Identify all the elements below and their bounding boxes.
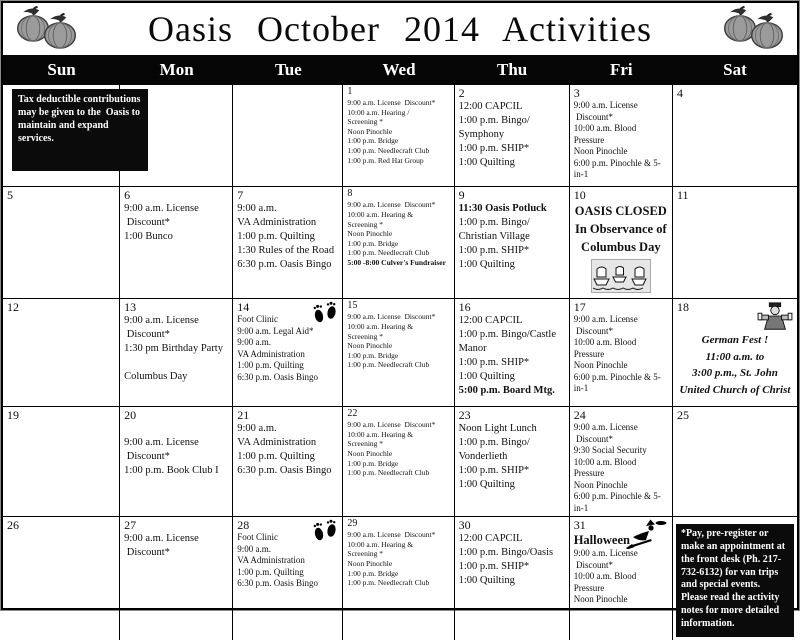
date-number: 8 xyxy=(347,188,353,200)
event-line: 10:00 a.m. Hearing / xyxy=(347,107,410,117)
day-cell-16 xyxy=(455,299,570,407)
event-list xyxy=(233,422,342,478)
event-line: 1:00 Quilting xyxy=(458,259,515,271)
event-list xyxy=(455,532,569,588)
event-line xyxy=(124,422,230,436)
event-line: Symphony xyxy=(458,129,505,140)
event-line: Vonderlieth xyxy=(458,451,508,463)
event-line: Pressure xyxy=(573,468,605,479)
event-list xyxy=(570,100,672,181)
date-number: 21 xyxy=(237,408,250,423)
event-line: 9:00 a.m. Legal Aid* xyxy=(237,325,314,336)
event-line: 10:00 a.m. Blood xyxy=(573,337,637,348)
event-list xyxy=(120,314,232,384)
day-header-mon: Mon xyxy=(159,60,194,79)
event-line: 6:30 p.m. Oasis Bingo xyxy=(237,259,332,271)
day-cell-5 xyxy=(3,187,120,299)
event-list xyxy=(570,314,672,395)
event-line: 1:00 p.m. SHIP* xyxy=(458,245,530,257)
event-line: 1:00 p.m. Quilting xyxy=(237,231,315,243)
date-number: 25 xyxy=(676,408,689,423)
day-header-thu: Thu xyxy=(497,60,528,79)
date-number: 19 xyxy=(7,408,19,423)
day-cell-26 xyxy=(3,517,120,640)
event-line: 1:00 p.m. Needlecraft Club xyxy=(347,248,430,258)
date-number: 16 xyxy=(458,300,471,315)
event-line: 1:00 p.m. Quilting xyxy=(237,451,315,463)
event-line: 1:00 Quilting xyxy=(458,479,515,491)
date-number: 22 xyxy=(347,408,358,420)
event-line: United Church of Christ xyxy=(679,383,791,396)
event-line: German Fest ! xyxy=(701,334,769,347)
event-line: Foot Clinic xyxy=(237,532,279,543)
day-cell-2 xyxy=(455,85,570,187)
event-line: 9:00 a.m. License Discount* xyxy=(347,98,436,107)
event-list xyxy=(455,100,569,170)
event-line: 9:00 a.m. License Discount* xyxy=(347,530,436,540)
event-line: 1:00 p.m. Bridge xyxy=(347,568,399,578)
day-cell-11 xyxy=(673,187,797,299)
event-line: Noon Pinochle xyxy=(573,360,628,371)
day-header-wed: Wed xyxy=(382,60,416,79)
date-number: 7 xyxy=(237,188,244,203)
witch-icon xyxy=(625,519,669,554)
event-line: 9:00 a.m. License xyxy=(573,100,638,110)
event-line: 1:00 p.m. Red Hat Group xyxy=(347,155,424,165)
event-line: 6:30 p.m. Oasis Bingo xyxy=(237,578,319,589)
day-cell-6 xyxy=(120,187,233,299)
event-list xyxy=(570,202,672,256)
day-cell-22 xyxy=(343,407,454,517)
event-line: 1:00 p.m. Needlecraft Club xyxy=(347,145,430,155)
event-line: VA Administration xyxy=(237,555,305,566)
event-line xyxy=(124,356,230,370)
event-line: Screening * xyxy=(347,549,384,559)
event-line: Noon Pinochle xyxy=(573,146,628,156)
day-cell-24 xyxy=(570,407,673,517)
event-line: VA Administration xyxy=(237,217,317,229)
event-line: 9:30 Social Security xyxy=(573,445,647,456)
event-line: 1:00 p.m. Needlecraft Club xyxy=(347,468,430,478)
event-list xyxy=(233,202,342,272)
day-cell-14 xyxy=(233,299,343,407)
day-header-tue: Tue xyxy=(274,60,302,79)
date-number: 2 xyxy=(458,86,465,100)
day-cell-7 xyxy=(233,187,343,299)
date-number: 9 xyxy=(458,188,465,203)
event-line: 9:00 a.m. xyxy=(237,337,271,348)
event-line: Noon Pinochle xyxy=(573,594,628,605)
event-line: 1:30 pm Birthday Party xyxy=(124,343,223,355)
event-line: Discount* xyxy=(573,325,613,336)
event-line: 9:00 a.m. xyxy=(237,543,271,554)
event-line: 1:00 p.m. Quilting xyxy=(237,360,304,371)
event-line: 1:00 p.m. SHIP* xyxy=(458,143,530,154)
event-list xyxy=(455,422,569,492)
event-line: 1:00 p.m. Needlecraft Club xyxy=(347,578,430,588)
day-header-sun: Sun xyxy=(47,60,76,79)
event-line: 1:00 Quilting xyxy=(458,157,515,168)
event-line: 5:00 -8:00 Culver's Fundraiser xyxy=(347,258,446,268)
day-cell-23 xyxy=(455,407,570,517)
event-line: Noon Pinochle xyxy=(347,341,393,351)
event-line: 1:00 Quilting xyxy=(458,371,515,383)
event-line: 1:00 p.m. Quilting xyxy=(237,566,304,577)
day-cell-12 xyxy=(3,299,120,407)
date-number: 23 xyxy=(458,408,471,423)
title-bar xyxy=(3,3,797,55)
date-number: 6 xyxy=(124,188,131,203)
event-line: Pressure xyxy=(573,348,605,359)
event-line: 9:00 a.m. License Discount* xyxy=(347,312,436,322)
note-bottom-right: *Pay, pre-register or make an appointment at the front desk (Ph. 217-732-6132) for van trips and special events. Please read the activity notes for more detailed information. xyxy=(676,524,794,637)
event-line: 1:00 p.m. Book Club I xyxy=(124,465,219,477)
date-number: 10 xyxy=(573,188,586,203)
german-fest-icon xyxy=(756,301,794,338)
event-line: 1:00 Bunco xyxy=(124,231,173,243)
event-line: 12:00 CAPCIL xyxy=(458,315,523,327)
event-line: 1:00 p.m. Bingo/ xyxy=(458,217,530,229)
event-list xyxy=(120,532,232,560)
event-line: Noon Pinochle xyxy=(347,449,393,459)
day-cell-25 xyxy=(673,407,797,517)
event-line: 1:00 p.m. Needlecraft Club xyxy=(347,360,430,370)
event-line: 6:00 p.m. Pinochle & 5-in-1 xyxy=(573,491,661,513)
event-list xyxy=(455,202,569,272)
day-cell-20 xyxy=(120,407,233,517)
event-line: Noon Pinochle xyxy=(573,479,628,490)
day-cell-17 xyxy=(570,299,673,407)
event-line: 3:00 p.m., St. John xyxy=(692,367,778,380)
event-line: 9:00 a.m. License Discount* xyxy=(347,420,436,430)
event-line: Columbus Day xyxy=(124,371,188,383)
event-line: 9:00 a.m. License xyxy=(573,314,638,325)
event-line: 9:00 a.m. License xyxy=(124,437,199,449)
day-cell-28 xyxy=(233,517,343,640)
date-number: 12 xyxy=(7,300,19,315)
note-top-left: Tax deductible contributions may be given to the Oasis to maintain and expand services. xyxy=(12,89,148,171)
day-header-sat: Sat xyxy=(723,60,747,79)
calendar-grid xyxy=(3,85,797,640)
event-line: 1:00 p.m. SHIP* xyxy=(458,465,530,477)
event-line: Foot Clinic xyxy=(237,314,279,325)
event-line: 6:30 p.m. Oasis Bingo xyxy=(237,371,319,382)
event-list xyxy=(343,530,453,588)
event-line: Manor xyxy=(458,343,487,355)
pumpkin-icon xyxy=(42,11,78,54)
event-line: 10:00 a.m. Hearing & xyxy=(347,429,414,439)
event-line: 9:00 a.m. License xyxy=(573,422,638,433)
event-line: Columbus Day xyxy=(581,240,661,255)
header-pumpkins-right xyxy=(722,4,785,54)
event-line: 1:00 p.m. Bridge xyxy=(347,136,399,146)
day-cell-18 xyxy=(673,299,797,407)
event-line: Discount* xyxy=(573,111,613,122)
date-number: 27 xyxy=(124,518,137,533)
event-line: 10:00 a.m. Hearing & xyxy=(347,539,414,549)
date-number: 31 xyxy=(573,518,586,533)
event-line: Screening * xyxy=(347,117,384,127)
event-list xyxy=(120,422,232,478)
calendar-frame xyxy=(1,1,799,629)
event-line: 9:00 a.m. License Discount* xyxy=(347,200,436,210)
date-number: 11 xyxy=(676,188,689,203)
event-line: 6:00 p.m. Pinochle & 5-in-1 xyxy=(573,157,661,179)
footprints-icon xyxy=(311,301,339,330)
date-number: 24 xyxy=(573,408,586,423)
date-number: 28 xyxy=(237,518,250,533)
event-list xyxy=(570,422,672,514)
event-list xyxy=(673,332,797,398)
event-line: 1:00 p.m. Bridge xyxy=(347,458,399,468)
event-line: Christian Village xyxy=(458,231,530,243)
event-line: 9:00 a.m. License xyxy=(124,533,199,545)
day-cell-31 xyxy=(570,517,673,640)
event-line: OASIS CLOSED xyxy=(574,204,667,219)
event-line: 9:00 a.m. xyxy=(237,203,277,215)
header-pumpkins-left xyxy=(15,4,78,54)
event-line: 6:00 p.m. Pinochle & 5-in-1 xyxy=(573,371,661,394)
event-line: Discount* xyxy=(573,433,613,444)
date-number: 4 xyxy=(676,86,683,100)
event-line: 12:00 CAPCIL xyxy=(458,533,523,545)
event-line: 1:00 p.m. Bridge xyxy=(347,238,399,248)
event-line: Noon Pinochle xyxy=(347,229,393,239)
event-line: Discount* xyxy=(573,559,613,570)
date-number: 17 xyxy=(573,300,586,315)
event-line: 5:00 p.m. Board Mtg. xyxy=(458,385,555,397)
footprints-icon xyxy=(311,519,339,548)
date-number: 13 xyxy=(124,300,137,315)
day-cell-1 xyxy=(343,85,454,187)
day-cell-21 xyxy=(233,407,343,517)
event-line: Discount* xyxy=(124,451,170,463)
event-line: 10:00 a.m. Blood xyxy=(573,123,637,133)
date-number: 20 xyxy=(124,408,137,423)
event-line: 9:00 a.m. License xyxy=(124,203,199,215)
event-line: 1:00 p.m. Bingo/Castle xyxy=(458,329,556,341)
date-number: 15 xyxy=(347,300,358,312)
date-number: 14 xyxy=(237,300,250,315)
event-list xyxy=(343,312,453,370)
day-cell-27 xyxy=(120,517,233,640)
date-number: 30 xyxy=(458,518,471,533)
date-number: 29 xyxy=(347,518,358,530)
event-line: Halloween xyxy=(573,533,630,548)
day-cell-29 xyxy=(343,517,454,640)
date-number: 26 xyxy=(7,518,19,533)
event-line: Screening * xyxy=(347,439,384,449)
day-cell-4 xyxy=(673,85,797,187)
event-line: 6:30 p.m. Oasis Bingo xyxy=(237,465,332,477)
day-cell-empty xyxy=(673,517,797,640)
event-line: VA Administration xyxy=(237,437,317,449)
event-line: 1:00 p.m. SHIP* xyxy=(458,561,530,573)
event-line: Discount* xyxy=(124,217,170,229)
event-line: Screening * xyxy=(347,331,384,341)
day-cell-19 xyxy=(3,407,120,517)
event-line: Noon Pinochle xyxy=(347,126,393,136)
event-line: Screening * xyxy=(347,219,384,229)
event-line: Noon Pinochle xyxy=(347,558,393,568)
event-line: 11:30 Oasis Potluck xyxy=(458,203,547,215)
event-line: Pressure xyxy=(573,134,605,145)
event-list xyxy=(343,200,453,267)
event-line: VA Administration xyxy=(237,348,305,359)
date-number: 1 xyxy=(347,86,353,97)
day-cell-3 xyxy=(570,85,673,187)
event-list xyxy=(120,202,232,244)
day-cell-10 xyxy=(570,187,673,299)
event-line: In Observance of xyxy=(574,222,667,237)
event-line: 10:00 a.m. Blood xyxy=(573,456,637,467)
page-title: Oasis October 2014 Activities xyxy=(148,9,652,49)
event-line: 9:00 a.m. xyxy=(237,423,277,435)
event-line: 12:00 CAPCIL xyxy=(458,101,523,112)
day-cell-8 xyxy=(343,187,454,299)
day-cell-9 xyxy=(455,187,570,299)
event-list xyxy=(343,420,453,478)
event-line: 1:00 p.m. Bingo/ xyxy=(458,115,530,126)
day-header-fri: Fri xyxy=(609,60,633,79)
date-number: 3 xyxy=(573,86,580,100)
event-line: 1:00 Quilting xyxy=(458,575,515,587)
event-line: 10:00 a.m. Blood xyxy=(573,571,637,582)
event-line: 1:30 Rules of the Road xyxy=(237,245,335,257)
event-line: 1:00 p.m. SHIP* xyxy=(458,357,530,369)
event-line: Pressure xyxy=(573,582,605,593)
day-header-row xyxy=(3,55,797,85)
day-cell-30 xyxy=(455,517,570,640)
day-cell-15 xyxy=(343,299,454,407)
day-cell-empty xyxy=(233,85,343,187)
event-line: 9:00 a.m. License xyxy=(124,315,199,327)
event-line: 1:00 p.m. Bingo/Oasis xyxy=(458,547,554,559)
event-line: 1:00 p.m. Bingo/ xyxy=(458,437,530,449)
event-list xyxy=(455,314,569,398)
event-line: 10:00 a.m. Hearing & xyxy=(347,210,414,220)
event-line: 1:00 p.m. Bridge xyxy=(347,350,399,360)
event-line: Noon Light Lunch xyxy=(458,423,537,435)
event-line: Discount* xyxy=(124,547,170,559)
day-cell-empty xyxy=(3,85,143,187)
date-number: 18 xyxy=(676,300,689,315)
event-line: 9:00 a.m. License xyxy=(573,548,638,559)
event-line: 11:00 a.m. to xyxy=(705,350,765,363)
date-number: 5 xyxy=(7,188,13,203)
pumpkin-icon xyxy=(749,11,785,54)
event-line: 10:00 a.m. Hearing & xyxy=(347,322,414,332)
columbus-ships-icon xyxy=(570,259,672,298)
day-cell-13 xyxy=(120,299,233,407)
event-list xyxy=(343,98,453,165)
event-line: Discount* xyxy=(124,329,170,341)
